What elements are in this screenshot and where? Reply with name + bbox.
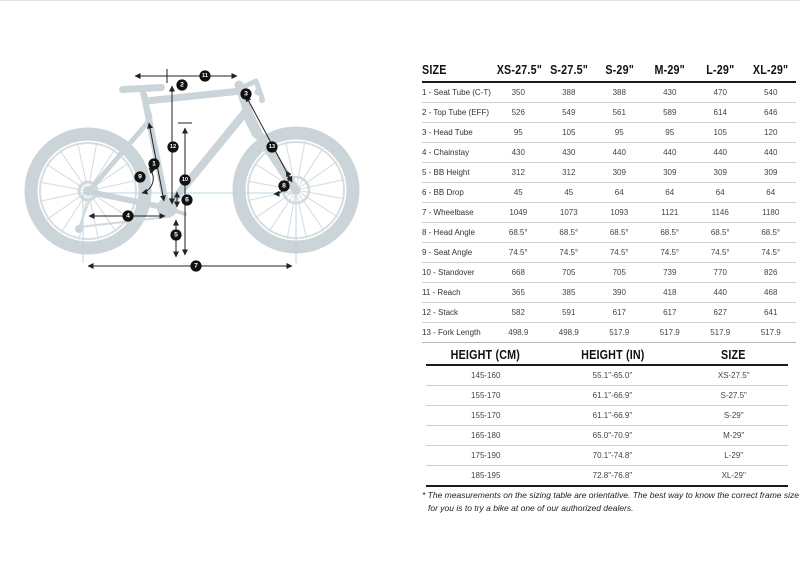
- sizing-col-header: SIZE: [679, 345, 788, 365]
- geometry-value-cell: 589: [645, 103, 695, 123]
- svg-text:2: 2: [180, 81, 184, 89]
- svg-text:1: 1: [152, 160, 156, 168]
- geometry-value-cell: 385: [544, 283, 594, 303]
- geometry-row-label: 8 - Head Angle: [422, 223, 493, 243]
- geometry-value-cell: 739: [645, 263, 695, 283]
- svg-text:4: 4: [126, 212, 130, 220]
- sizing-value-cell: 72.8"-76.8": [545, 466, 679, 487]
- dimension-badge-9: [134, 171, 145, 182]
- geometry-value-cell: 540: [764, 88, 778, 97]
- derailleur: [75, 225, 83, 233]
- sizing-header-row: [426, 345, 788, 365]
- geometry-value-cell: 705: [544, 263, 594, 283]
- geometry-value-cell: 390: [594, 283, 644, 303]
- sizing-footnote: * The measurements on the sizing table are orientative. The best way to know the correct frame size for you is to try a bike at one of our authorized dealers.: [422, 490, 800, 514]
- geometry-col-header: XL-29": [745, 59, 796, 82]
- geometry-value-cell: 430: [663, 88, 677, 97]
- geometry-value-cell: 641: [745, 303, 796, 323]
- geometry-value-cell: 591: [544, 303, 594, 323]
- bike-silhouette: [31, 81, 353, 248]
- geometry-value-cell: 68.5°: [544, 223, 594, 243]
- dimension-badge-6: [181, 194, 192, 205]
- dimension-badge-10: [179, 174, 190, 185]
- geometry-col-header: XS-27.5": [493, 59, 543, 82]
- geometry-row-label: 5 - BB Height: [422, 163, 493, 183]
- geometry-col-header: L-29": [695, 59, 745, 82]
- geometry-row-label: 9 - Seat Angle: [422, 243, 493, 263]
- geometry-table: [422, 59, 796, 343]
- geometry-row: [422, 323, 796, 343]
- geometry-row: [422, 103, 796, 123]
- geometry-value-cell: 614: [695, 103, 745, 123]
- geometry-value-cell: 68.5°: [645, 223, 695, 243]
- geometry-value-cell: 582: [493, 303, 543, 323]
- geometry-value-cell: 668: [493, 263, 543, 283]
- sizing-value-cell: 65.0"-70.9": [545, 426, 679, 446]
- geometry-value-cell: 440: [695, 283, 745, 303]
- geometry-value-cell: 498.9: [544, 323, 594, 343]
- geometry-value-cell: 68.5°: [594, 223, 644, 243]
- sizing-value-cell: S-29": [679, 406, 788, 426]
- geometry-value-cell: 68.5°: [745, 223, 796, 243]
- sizing-value-cell: 175-190: [426, 446, 545, 466]
- grip: [259, 97, 265, 103]
- geometry-row-label: 4 - Chainstay: [422, 143, 493, 163]
- geometry-value-cell: 617: [594, 303, 644, 323]
- dimension-badge-4: [122, 210, 133, 221]
- geometry-row: [422, 143, 796, 163]
- geometry-row-label: 13 - Fork Length: [422, 323, 493, 343]
- geometry-value-cell: 64: [645, 183, 695, 203]
- geometry-value-cell: 74.5°: [493, 243, 543, 263]
- sizing-value-cell: 145-160: [471, 371, 501, 380]
- sizing-value-cell: 55.1"-65.0": [592, 371, 633, 380]
- geometry-value-cell: 309: [695, 163, 745, 183]
- geometry-value-cell: 120: [745, 123, 796, 143]
- geometry-value-cell: 440: [745, 143, 796, 163]
- saddle: [119, 84, 165, 93]
- geometry-row: [422, 283, 796, 303]
- sizing-row: [426, 446, 788, 466]
- geometry-value-cell: 517.9: [645, 323, 695, 343]
- geometry-value-cell: 470: [713, 88, 727, 97]
- geometry-size-header: SIZE: [422, 59, 493, 82]
- sizing-col-header: HEIGHT (IN): [545, 345, 679, 365]
- geometry-value-cell: 468: [745, 283, 796, 303]
- sizing-value-cell: 185-195: [426, 466, 545, 487]
- sizing-value-cell: 61.1"-66.9": [545, 406, 679, 426]
- svg-text:3: 3: [244, 90, 248, 98]
- geometry-value-cell: 705: [594, 263, 644, 283]
- sizing-value-cell: L-29": [679, 446, 788, 466]
- geometry-row-label: 2 - Top Tube (EFF): [422, 103, 493, 123]
- geometry-value-cell: 45: [544, 183, 594, 203]
- geometry-value-cell: 526: [493, 103, 543, 123]
- sizing-value-cell: 165-180: [426, 426, 545, 446]
- sizing-value-cell: XS-27.5": [717, 371, 750, 380]
- geometry-value-cell: 309: [594, 163, 644, 183]
- geometry-row: [422, 223, 796, 243]
- geometry-value-cell: 74.5°: [695, 243, 745, 263]
- geometry-value-cell: 498.9: [493, 323, 543, 343]
- sizing-row: [426, 466, 788, 487]
- geometry-value-cell: 627: [695, 303, 745, 323]
- geometry-value-cell: 517.9: [594, 323, 644, 343]
- svg-text:5: 5: [174, 231, 178, 239]
- sizing-value-cell: S-27.5": [679, 386, 788, 406]
- geometry-row-label: 12 - Stack: [422, 303, 493, 323]
- dimension-badge-5: [170, 229, 181, 240]
- dimension-badge-8: [278, 180, 289, 191]
- geometry-row: [422, 163, 796, 183]
- sizing-value-cell: M-29": [679, 426, 788, 446]
- geometry-col-header: M-29": [645, 59, 695, 82]
- geometry-value-cell: 826: [745, 263, 796, 283]
- sizing-value-cell: XL-29": [679, 466, 788, 487]
- geometry-value-cell: 350: [511, 88, 525, 97]
- geometry-value-cell: 74.5°: [544, 243, 594, 263]
- geometry-row: [422, 123, 796, 143]
- svg-text:12: 12: [169, 144, 177, 150]
- geometry-value-cell: 549: [544, 103, 594, 123]
- svg-text:11: 11: [202, 73, 208, 79]
- geometry-value-cell: 1146: [695, 203, 745, 223]
- geometry-value-cell: 74.5°: [594, 243, 644, 263]
- geometry-value-cell: 418: [645, 283, 695, 303]
- bike-geometry-diagram: [0, 1, 400, 341]
- dimension-badge-13: [266, 141, 277, 152]
- dimension-badge-11: [199, 70, 210, 81]
- geometry-value-cell: 517.9: [745, 323, 796, 343]
- geometry-value-cell: 309: [745, 163, 796, 183]
- geometry-value-cell: 1093: [594, 203, 644, 223]
- geometry-row: [422, 243, 796, 263]
- geometry-value-cell: 95: [645, 123, 695, 143]
- geometry-value-cell: 388: [612, 88, 626, 97]
- svg-text:13: 13: [268, 144, 276, 150]
- geometry-value-cell: 646: [745, 103, 796, 123]
- brake-lever: [255, 89, 262, 96]
- geometry-row: [422, 203, 796, 223]
- geometry-value-cell: 64: [594, 183, 644, 203]
- geometry-value-cell: 440: [594, 143, 644, 163]
- geometry-value-cell: 517.9: [695, 323, 745, 343]
- geometry-header-row: [422, 59, 796, 82]
- dimension-badge-1: [148, 158, 159, 169]
- geometry-value-cell: 617: [645, 303, 695, 323]
- dimension-badge-7: [190, 260, 201, 271]
- geometry-value-cell: 64: [745, 183, 796, 203]
- geometry-value-cell: 312: [493, 163, 543, 183]
- geometry-value-cell: 440: [645, 143, 695, 163]
- svg-text:10: 10: [181, 177, 189, 183]
- geometry-row-label: 7 - Wheelbase: [422, 203, 493, 223]
- geometry-value-cell: 430: [544, 143, 594, 163]
- sizing-row: [426, 426, 788, 446]
- geometry-value-cell: 95: [493, 123, 543, 143]
- sizing-value-cell: 70.1"-74.8": [545, 446, 679, 466]
- dimension-badge-3: [240, 88, 251, 99]
- geometry-col-header: S-29": [594, 59, 644, 82]
- geometry-value-cell: 1121: [645, 203, 695, 223]
- top-tube: [146, 91, 241, 101]
- geometry-row: [422, 303, 796, 323]
- dimension-badge-12: [167, 141, 178, 152]
- geometry-row: [422, 263, 796, 283]
- geometry-value-cell: 68.5°: [493, 223, 543, 243]
- geometry-value-cell: 561: [594, 103, 644, 123]
- sizing-col-header: HEIGHT (CM): [426, 345, 545, 365]
- geometry-row: [422, 183, 796, 203]
- geometry-value-cell: 95: [594, 123, 644, 143]
- geometry-row: [422, 82, 796, 103]
- geometry-value-cell: 74.5°: [645, 243, 695, 263]
- geometry-row-label: 10 - Standover: [422, 263, 493, 283]
- geometry-value-cell: 64: [695, 183, 745, 203]
- geometry-value-cell: 105: [695, 123, 745, 143]
- svg-text:9: 9: [138, 173, 142, 181]
- geometry-value-cell: 440: [695, 143, 745, 163]
- geometry-value-cell: 105: [544, 123, 594, 143]
- geometry-value-cell: 1180: [745, 203, 796, 223]
- svg-text:6: 6: [185, 196, 189, 204]
- geometry-value-cell: 388: [562, 88, 576, 97]
- geometry-row-label: 3 - Head Tube: [422, 123, 493, 143]
- geometry-value-cell: 365: [493, 283, 543, 303]
- geometry-value-cell: 1073: [544, 203, 594, 223]
- geometry-col-header: S-27.5": [544, 59, 594, 82]
- geometry-value-cell: 770: [695, 263, 745, 283]
- svg-text:7: 7: [194, 262, 198, 270]
- geometry-value-cell: 309: [645, 163, 695, 183]
- geometry-value-cell: 1049: [493, 203, 543, 223]
- geometry-value-cell: 74.5°: [745, 243, 796, 263]
- geometry-value-cell: 68.5°: [695, 223, 745, 243]
- geometry-value-cell: 430: [493, 143, 543, 163]
- geometry-row-label: 6 - BB Drop: [422, 183, 493, 203]
- geometry-value-cell: 312: [544, 163, 594, 183]
- geometry-row-label: 11 - Reach: [422, 283, 493, 303]
- rider-sizing-table: [426, 345, 788, 487]
- dimension-badge-2: [176, 79, 187, 90]
- svg-text:8: 8: [282, 182, 286, 190]
- sizing-value-cell: 61.1"-66.9": [545, 386, 679, 406]
- sizing-value-cell: 155-170: [426, 386, 545, 406]
- geometry-value-cell: 45: [493, 183, 543, 203]
- geometry-row-label: 1 - Seat Tube (C-T): [422, 88, 491, 97]
- sizing-value-cell: 155-170: [426, 406, 545, 426]
- sizing-row: [426, 365, 788, 386]
- sizing-row: [426, 406, 788, 426]
- sizing-row: [426, 386, 788, 406]
